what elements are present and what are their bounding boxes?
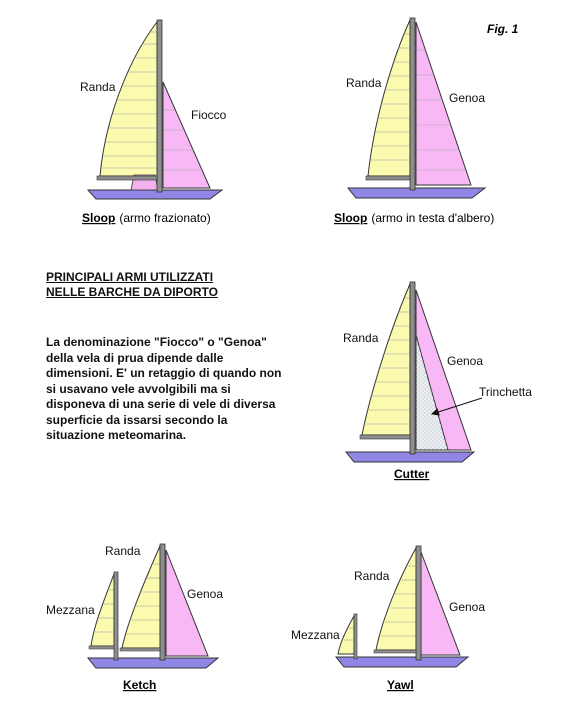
- description-text: La denominazione "Fiocco" o "Genoa" della vela di prua dipende dalle dimensioni. E' un retaggio di quando non si usavano vele avvolgibili ma si disponeva di una serie di vele di diversa superficie da issarsi secondo la situazione meteomarina.: [46, 335, 282, 442]
- staysail-label: Trinchetta: [479, 385, 532, 399]
- fore-sail-label: Genoa: [447, 354, 484, 368]
- mast: [157, 20, 162, 192]
- main-sail: [100, 22, 157, 176]
- boom: [374, 650, 416, 653]
- boat-name: Yawl: [387, 678, 414, 692]
- main-sail-label: Randa: [343, 331, 379, 345]
- heading-line-1: PRINCIPALI ARMI UTILIZZATI: [46, 270, 214, 284]
- mizzen-boom: [89, 646, 114, 649]
- main-sail: [362, 284, 410, 435]
- main-sail-label: Randa: [80, 80, 116, 94]
- boat-detail: (armo in testa d'albero): [371, 211, 495, 225]
- hull: [88, 658, 218, 668]
- boom: [97, 176, 157, 180]
- sloop-masthead-boat: [334, 18, 494, 225]
- fore-sail-label: Genoa: [187, 587, 224, 601]
- boat-name: Sloop: [82, 211, 116, 225]
- main-sail: [376, 548, 416, 650]
- boom: [360, 435, 410, 439]
- yawl-boat: [291, 546, 485, 692]
- main-sail-label: Randa: [354, 569, 390, 583]
- hull: [348, 188, 485, 198]
- fore-sail-label: Genoa: [449, 600, 486, 614]
- boat-name: Sloop: [334, 211, 368, 225]
- ketch-boat: [46, 544, 223, 692]
- hull: [88, 190, 222, 199]
- sloop-fractional-boat: [80, 20, 227, 225]
- boat-caption: [334, 211, 494, 225]
- boat-name: Cutter: [394, 467, 430, 481]
- genoa-sail: [166, 550, 208, 656]
- jib-sail: [163, 82, 210, 188]
- boat-caption: [82, 211, 211, 225]
- heading-line-2: NELLE BARCHE DA DIPORTO: [46, 285, 219, 299]
- boom: [366, 176, 410, 180]
- mast: [410, 282, 415, 454]
- fore-sail-label: Fiocco: [191, 108, 227, 122]
- figure-label: Fig. 1: [487, 22, 519, 36]
- main-sail-label: Randa: [346, 76, 382, 90]
- fore-sail-label: Genoa: [449, 91, 486, 105]
- mizzen-sail-label: Mezzana: [291, 628, 340, 642]
- section-heading: [46, 270, 218, 300]
- cutter-boat: [343, 282, 532, 481]
- mast: [160, 544, 165, 660]
- main-sail-label: Randa: [105, 544, 141, 558]
- mast: [410, 18, 415, 190]
- main-sail: [368, 20, 410, 176]
- boat-name: Ketch: [123, 678, 157, 692]
- mast: [416, 546, 421, 660]
- boat-detail: (armo frazionato): [119, 211, 211, 225]
- mizzen-mast: [114, 572, 118, 660]
- mizzen-mast: [354, 614, 357, 659]
- mizzen-sail-label: Mezzana: [46, 603, 95, 617]
- mizzen-sail: [338, 616, 354, 654]
- boom: [120, 648, 160, 651]
- main-sail: [122, 546, 160, 648]
